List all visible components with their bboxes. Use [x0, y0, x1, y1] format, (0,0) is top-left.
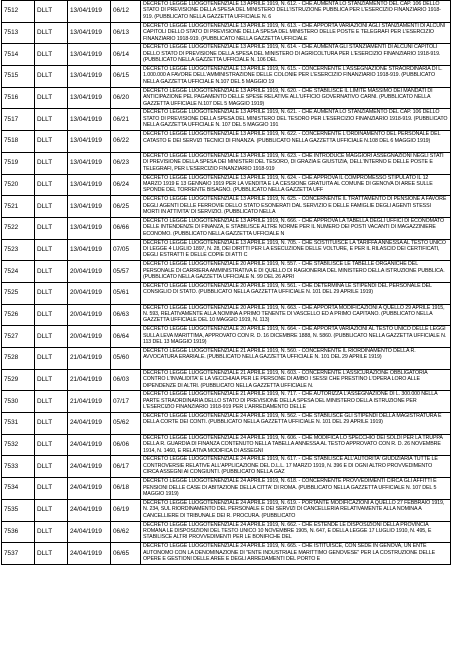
table-row	[2, 44, 451, 66]
act-date: 24/04/1919	[70, 419, 102, 427]
act-description-cell	[141, 87, 451, 109]
table-row	[2, 174, 451, 196]
act-description: DECRETO LEGGE LUOGOTENENZIALE 24 APRILE 1919, N. 562. - CHE STABILISCE GLI STIPENDI DELLA MAGISTRATURA E DELLA CORTE DEI CONTI. (PUBBLICATO NELLA GAZZETTA UFFICIALE N. 101 DEL 29 APRILE 1919)	[143, 413, 442, 426]
act-code-cell	[111, 109, 141, 131]
act-type-cell	[35, 131, 68, 153]
table-row	[2, 521, 451, 543]
record-number: 7532	[4, 441, 19, 449]
act-type-cell	[35, 239, 68, 261]
act-type-cell	[35, 326, 68, 348]
act-code: 06/13	[113, 29, 129, 37]
act-type: DLLT	[37, 7, 53, 15]
act-type: DLLT	[37, 50, 53, 58]
act-type: DLLT	[37, 137, 53, 145]
act-description: DECRETO LEGGE LUOGOTENENZIALE 13 APRILE 1919, N. 612. - CHE AUMENTA LO STANZIAMENTO DEL CAP. 106 DELLO STATO DI PREVISIONE DELLA SPESA DEL MINISTERO DELL'ISTRUZIONE PUBBLICA PER L'ESERCIZIO FINANZIARIO 1918-919. (PUBBLICATO NELLA GAZZETTA UFFICIALE N. 6	[143, 1, 441, 20]
act-type-cell	[35, 282, 68, 304]
act-code-cell	[111, 152, 141, 174]
act-description: DECRETO LEGGE LUOGOTENENZIALE 20 APRILE 1919, N. 663. - CHE APPORTA MODIFICAZIONI A QUELLO 29 APRILE 1915, N. 593, RELATIVAMENTE ALLA NOMINA A PRIMO TENENTE DI VASCELLO ED A PRIMO CAPITANO. (PUBBLICATO NELLA GAZZETTA UFFICIALE DEL 10 MAGGIO 1919, N. 113)	[143, 304, 445, 324]
act-code: 06/17	[113, 462, 129, 470]
act-type: DLLT	[37, 441, 53, 449]
table-row	[2, 217, 451, 239]
record-number-cell	[2, 174, 35, 196]
act-date: 24/04/1919	[70, 506, 102, 514]
act-code-cell	[111, 217, 141, 239]
act-type: DLLT	[37, 267, 53, 275]
decree-register-table	[1, 0, 451, 565]
act-code-cell	[111, 499, 141, 521]
table-row	[2, 348, 451, 370]
act-code: 06/20	[113, 94, 129, 102]
act-code-cell	[111, 456, 141, 478]
record-number-cell	[2, 282, 35, 304]
act-description-cell	[141, 239, 451, 261]
act-date-cell	[68, 543, 111, 565]
act-date-cell	[68, 22, 111, 44]
record-number: 7535	[4, 506, 19, 514]
act-description-cell	[141, 44, 451, 66]
act-date-cell	[68, 174, 111, 196]
act-code: 06/14	[113, 50, 129, 58]
act-date-cell	[68, 109, 111, 131]
record-number: 7531	[4, 419, 19, 427]
act-description: DECRETO LEGGE LUOGOTENENZIALE 13 APRILE 1919, N. 622. - CONCERNENTE L'ORDINAMENTO DEL PERSONALE DEL CATASTO E DEI SERVIZI TECNICI DI FINANZA. (PUBBLICATO NELLA GAZZETTA UFFICIALE N.108 DEL 6 MAGGIO 1919)	[143, 131, 441, 144]
record-number: 7526	[4, 310, 19, 318]
act-type-cell	[35, 44, 68, 66]
record-number-cell	[2, 87, 35, 109]
act-date-cell	[68, 521, 111, 543]
act-date: 13/04/1919	[70, 72, 102, 80]
act-code-cell	[111, 413, 141, 435]
act-code-cell	[111, 478, 141, 500]
act-date-cell	[68, 87, 111, 109]
act-description-cell	[141, 109, 451, 131]
act-date: 20/04/1919	[70, 310, 102, 318]
act-date: 21/04/1919	[70, 376, 102, 384]
act-type-cell	[35, 87, 68, 109]
act-type: DLLT	[37, 397, 53, 405]
act-date-cell	[68, 369, 111, 391]
act-description-cell	[141, 174, 451, 196]
act-type-cell	[35, 413, 68, 435]
act-date-cell	[68, 391, 111, 413]
record-number: 7518	[4, 137, 19, 145]
act-date-cell	[68, 1, 111, 23]
record-number: 7528	[4, 354, 19, 362]
act-description: DECRETO LEGGE LUOGOTENENZIALE 13 APRILE 1919, N. 624. - CHE APPROVA IL COMPROMESSO STIPULATO IL 12 MARZO 1919 E 13 GENNAIO 1919 PER LA VENDITA E LA CESSIONE GRATUITA AL COMUNE DI GENOVA DI AREE SULLE SPONDE DEL TORRENTE BISAGNO. (PUBBLICATO NELLA GAZZETTA UFF	[143, 174, 433, 194]
record-number: 7520	[4, 180, 19, 188]
act-type: DLLT	[37, 527, 53, 535]
act-type: DLLT	[37, 224, 53, 232]
table-row	[2, 22, 451, 44]
act-type-cell	[35, 174, 68, 196]
record-number-cell	[2, 131, 35, 153]
act-description-cell	[141, 22, 451, 44]
act-type: DLLT	[37, 115, 53, 123]
act-description: DECRETO LEGGE LUOGOTENENZIALE 24 APRILE 1919, N. 606. - CHE MODIFICA LO SPECCHIO DEI SOLDI PER LA TRUPPA DELLA R. GUARDIA DI FINANZA CONTENUTO NELLA TABELLA ANNESSA AL TESTO APPROVATO CON R. D. 26 NOVEMBRE 1914, N. 1460, E RELATIVA MODIFICA DI ASSEGNI	[143, 434, 443, 454]
act-description: DECRETO LEGGE LUOGOTENENZIALE 24 APRILE 1919, N. 662. - CHE ESTENDE LE DISPOSIZIONI DELLA PROVINCIA ROMANA LE DISPOSIZIONI DEL TESTO UNICO 10 NOVEMBRE 1905, N. 647, E DELLA LEGGE 17 LUGLIO 1910, N. 495, E STABILISCE ALTRI PROVVEDIMENTI PER LE BONIFICHE DEL	[143, 521, 432, 541]
act-code: 06/62	[113, 527, 129, 535]
record-number: 7513	[4, 29, 19, 37]
act-date: 21/04/1919	[70, 397, 102, 405]
act-code-cell	[111, 434, 141, 456]
table-row	[2, 326, 451, 348]
act-description-cell	[141, 521, 451, 543]
record-number: 7530	[4, 397, 19, 405]
table-row	[2, 152, 451, 174]
record-number-cell	[2, 152, 35, 174]
act-code: 06/03	[113, 376, 129, 384]
act-description-cell	[141, 391, 451, 413]
table-row	[2, 109, 451, 131]
act-type-cell	[35, 521, 68, 543]
record-number: 7515	[4, 72, 19, 80]
act-code: 06/15	[113, 72, 129, 80]
act-date: 21/04/1919	[70, 354, 102, 362]
act-code-cell	[111, 521, 141, 543]
act-type: DLLT	[37, 376, 53, 384]
table-row	[2, 456, 451, 478]
act-code-cell	[111, 391, 141, 413]
table-row	[2, 282, 451, 304]
record-number: 7533	[4, 462, 19, 470]
act-date: 13/04/1919	[70, 50, 102, 58]
act-date: 13/04/1919	[70, 137, 102, 145]
act-date-cell	[68, 478, 111, 500]
record-number: 7522	[4, 224, 19, 232]
act-type: DLLT	[37, 354, 53, 362]
act-date: 24/04/1919	[70, 441, 102, 449]
act-type-cell	[35, 434, 68, 456]
act-date-cell	[68, 434, 111, 456]
act-description-cell	[141, 261, 451, 283]
act-type: DLLT	[37, 29, 53, 37]
act-date: 24/04/1919	[70, 484, 102, 492]
act-code: 06/24	[113, 180, 129, 188]
act-type-cell	[35, 1, 68, 23]
act-description: DECRETO LEGGE LUOGOTENENZIALE 21 APRILE 1919, N. 560. - CONCERNENTE IL RIORDINAMENTO DELLA R. AVVOCATURA ERARIALE. (PUBBLICATO NELLA GAZZETTA UFFICIALE N. 101 DEL 29 APRILE 1919)	[143, 348, 416, 361]
record-number-cell	[2, 434, 35, 456]
act-type-cell	[35, 369, 68, 391]
record-number-cell	[2, 326, 35, 348]
act-description: DECRETO LEGGE LUOGOTENENZIALE 13 APRILE 1919, N. 625. - CONCERNENTE IL TRATTAMENTO DI PENSIONE A FAVORE DEGLI AGENTI DELLE FERROVIE DELLO STATO ESONERATI DAL SERVIZIO E DELLE FAMIGLIE DEGLI AGENTI STESSI MORTI IN ATTIVITA' DI SERVIZIO. (PUBBLICATO NELLA	[143, 196, 447, 215]
record-number: 7517	[4, 115, 19, 123]
act-type: DLLT	[37, 310, 53, 318]
act-date: 13/04/1919	[70, 180, 102, 188]
act-type: DLLT	[37, 180, 53, 188]
act-description: DECRETO LEGGE LUOGOTENENZIALE 13 APRILE 1919, N. 614. - CHE AUMENTA GLI STANZIAMENTI DI ALCUNI CAPITOLI DELLO STATO DI PREVISIONE DELLA SPESA DEL MINISTERO DI AGRICOLTURA PER L'ESERCIZIO FINANZIARIO 1918-919. (PUBBLICATO NELLA GAZZETTA UFFICIALE N. 106 DEL	[143, 44, 441, 64]
act-description-cell	[141, 478, 451, 500]
record-number: 7534	[4, 484, 19, 492]
act-description: DECRETO LEGGE LUOGOTENENZIALE 13 APRILE 1919, N. 613. - CHE APPORTA VARIAZIONI AGLI STANZIAMENTI DI ALCUNI CAPITOLI DELLO STATO DI PREVISIONE DELLA SPESA DEL MINISTERO DELLE POSTE E TELEGRAFI PER L'ESERCIZIO FINANZIARIO 1918-919. (PUBBLICATO NELLA GAZZETTA UFFICIALE	[143, 22, 446, 42]
act-code: 06/23	[113, 159, 129, 167]
act-date-cell	[68, 413, 111, 435]
record-number-cell	[2, 44, 35, 66]
table-row	[2, 478, 451, 500]
table-row	[2, 413, 451, 435]
act-code: 06/12	[113, 7, 129, 15]
act-type-cell	[35, 109, 68, 131]
act-description-cell	[141, 217, 451, 239]
act-description: DECRETO LEGGE LUOGOTENENZIALE 20 APRILE 1919, N. 664. - CHE APPORTA VARIAZIONI AL TESTO UNICO DELLE LEGGI SULLA LEVA MARITTIMA, APPROVATO CON R. D. 16 DICEMBRE 1888, N. 5860. (PUBBLICATO NELLA GAZZETTA UFFICIALE N. 113 DEL 13 MAGGIO 1919)	[143, 326, 447, 346]
act-code: 06/19	[113, 506, 129, 514]
act-description: DECRETO LEGGE LUOGOTENENZIALE 20 APRILE 1919, N. 557. - CHE STABILISCE LE TABELLE ORGANICHE DEL PERSONALE DI CARRIERA AMMINISTRATIVA E DI QUELLO DI RAGIONERIA DEL MINISTERO DELLA ISTRUZIONE PUBBLICA. (PUBBLICATO NELLA GAZZETTA UFFICIALE N. 99 DEL 26 APRI	[143, 261, 445, 281]
act-code-cell	[111, 326, 141, 348]
act-type: DLLT	[37, 484, 53, 492]
act-date: 24/04/1919	[70, 549, 102, 557]
record-number-cell	[2, 304, 35, 326]
act-code: 06/66	[113, 224, 129, 232]
act-description-cell	[141, 326, 451, 348]
act-code-cell	[111, 174, 141, 196]
act-description-cell	[141, 152, 451, 174]
table-row	[2, 543, 451, 565]
record-number: 7525	[4, 289, 19, 297]
act-code-cell	[111, 22, 141, 44]
act-type: DLLT	[37, 245, 53, 253]
act-code-cell	[111, 1, 141, 23]
table-row	[2, 261, 451, 283]
act-date-cell	[68, 456, 111, 478]
act-type-cell	[35, 304, 68, 326]
act-description-cell	[141, 456, 451, 478]
act-description: DECRETO LEGGE LUOGOTENENZIALE 21 APRILE 1919, N. 603. - CONCERNENTE L'ASSICURAZIONE OBBLIGATORIA CONTRO L'INVALIDITA' E LA VECCHIAIA PER LE PERSONE DI AMBO I SESSI CHE PRESTINO L'OPERA LORO ALLE DIPENDENZE DI ALTRI. (PUBBLICATO NELLA GAZZETTA UFFICIALE N.	[143, 369, 428, 389]
record-number-cell	[2, 261, 35, 283]
act-date-cell	[68, 66, 111, 88]
act-code: 07/17	[113, 397, 129, 405]
act-code-cell	[111, 44, 141, 66]
act-description: DECRETO LEGGE LUOGOTENENZIALE 24 APRILE 1919, N. 619. - PORTANTE MODIFICAZIONI A QUELLO 27 FEBBRAIO 1919, N. 234, SUL RIORDINAMENTO DEL PERSONALE E DEI SERVIZI DI CANCELLERIA RELATIVAMENTE ALLA NOMINA A CANCELLIERE DI TRIBUNALE DEI R. PROCURA. (PUBBLICATO	[143, 499, 445, 519]
act-description-cell	[141, 499, 451, 521]
act-code-cell	[111, 369, 141, 391]
act-code: 05/61	[113, 289, 129, 297]
act-description-cell	[141, 304, 451, 326]
act-type-cell	[35, 499, 68, 521]
act-date: 13/04/1919	[70, 159, 102, 167]
act-date: 13/04/1919	[70, 245, 102, 253]
act-date-cell	[68, 152, 111, 174]
act-description: DECRETO LEGGE LUOGOTENENZIALE 24 APRILE 1919, N. 618. - CONCERNENTE PROVVEDIMENTI CIRCA GLI AFFITTI E PENSIONI DELLE CASE DI ABITAZIONE DELLA CITTA' DI ROMA. (PUBBLICATO NELLA GAZZETTA UFFICIALE N. 107 DEL 5 MAGGIO 1919)	[143, 478, 437, 497]
record-number: 7524	[4, 267, 19, 275]
act-date: 20/04/1919	[70, 289, 102, 297]
table-row	[2, 1, 451, 23]
act-type-cell	[35, 217, 68, 239]
act-description-cell	[141, 543, 451, 565]
table-row	[2, 131, 451, 153]
act-description: DECRETO LEGGE LUOGOTENENZIALE 13 APRILE 1919, N. 621. - CHE AUMENTA LO STANZIAMENTO DEL CAP. 106 DELLO STATO DI PREVISIONE DELLA SPESA DEL MINISTERO DEL TESORO PER L'ESERCIZIO FINANZIARIO 1918-919. (PUBBLICATO NELLA GAZZETTA UFFICIALE N. 107 DEL 5 MAGGIO 191	[143, 109, 448, 129]
act-description-cell	[141, 196, 451, 218]
act-code: 06/06	[113, 441, 129, 449]
record-number: 7514	[4, 50, 19, 58]
act-date-cell	[68, 282, 111, 304]
act-description: DECRETO LEGGE LUOGOTENENZIALE 24 APRILE 1919, N. 665. - CHE ISTITUISCE, CON SEDE IN GENOVA, UN ENTE AUTONOMO CON LA DENOMINAZIONE DI "ENTE INDUSTRIALE MARITTIMO GENOVESE" PER LA COSTRUZIONE DELLE OPERE E GESTIONI DELLE AREE E DEGLI ARREDAMENTI DEL PORTO E	[143, 543, 436, 562]
record-number: 7523	[4, 245, 19, 253]
record-number: 7529	[4, 376, 19, 384]
act-date-cell	[68, 196, 111, 218]
act-description-cell	[141, 434, 451, 456]
act-code-cell	[111, 543, 141, 565]
record-number: 7521	[4, 202, 19, 210]
act-description: DECRETO LEGGE LUOGOTENENZIALE 13 APRILE 1919, N. 623. - CHE INTRODUCE MAGGIORI ASSEGNAZIONI NEGLI STATI DI PREVISIONE DELLA SPESA DEI MINISTERI DEL TESORO, DI GRAZIA E GIUSTIZIA, DELL'INTERNO E DELLE POSTE E TELEGRAFI, PER L'ESERCIZIO FINANZIARIO 1918-919	[143, 152, 444, 172]
record-number-cell	[2, 22, 35, 44]
record-number: 7516	[4, 94, 19, 102]
act-description-cell	[141, 1, 451, 23]
act-description-cell	[141, 413, 451, 435]
act-code-cell	[111, 66, 141, 88]
act-description: DECRETO LEGGE LUOGOTENENZIALE 24 APRILE 1919, N. 617. - CHE STABILISCE ALL'AUTORITA' GIUDIZIARIA TUTTE LE CONTROVERSIE RELATIVE ALL'APPLICAZIONE DEL D.L.L. 17 MARZO 1919, N. 396 E DI OGNI ALTRO PROVVEDIMENTO CIRCA ASSEGNI AI CONGIUNTI. (PUBBLICATO NELLA GAZ	[143, 456, 438, 476]
act-description-cell	[141, 369, 451, 391]
act-date: 13/04/1919	[70, 7, 102, 15]
act-date: 24/04/1919	[70, 462, 102, 470]
act-date-cell	[68, 326, 111, 348]
record-number-cell	[2, 391, 35, 413]
act-type: DLLT	[37, 72, 53, 80]
act-code-cell	[111, 196, 141, 218]
act-description-cell	[141, 348, 451, 370]
act-description-cell	[141, 131, 451, 153]
act-code-cell	[111, 87, 141, 109]
record-number: 7536	[4, 527, 19, 535]
table-row	[2, 434, 451, 456]
act-type-cell	[35, 348, 68, 370]
act-code: 06/21	[113, 115, 129, 123]
act-code: 06/25	[113, 202, 129, 210]
act-date: 20/04/1919	[70, 267, 102, 275]
act-type: DLLT	[37, 506, 53, 514]
record-number-cell	[2, 456, 35, 478]
act-type-cell	[35, 22, 68, 44]
act-code: 05/60	[113, 354, 129, 362]
act-type-cell	[35, 261, 68, 283]
record-number-cell	[2, 1, 35, 23]
record-number: 7537	[4, 549, 19, 557]
act-code: 05/57	[113, 267, 129, 275]
record-number-cell	[2, 109, 35, 131]
record-number-cell	[2, 499, 35, 521]
act-code-cell	[111, 239, 141, 261]
act-type: DLLT	[37, 332, 53, 340]
act-code: 05/62	[113, 419, 129, 427]
act-date: 13/04/1919	[70, 115, 102, 123]
act-date-cell	[68, 44, 111, 66]
act-date: 13/04/1919	[70, 29, 102, 37]
table-row	[2, 304, 451, 326]
table-row	[2, 391, 451, 413]
act-code-cell	[111, 131, 141, 153]
act-code: 07/05	[113, 245, 129, 253]
act-date-cell	[68, 217, 111, 239]
record-number-cell	[2, 217, 35, 239]
act-code: 06/22	[113, 137, 129, 145]
record-number-cell	[2, 369, 35, 391]
record-number-cell	[2, 543, 35, 565]
record-number: 7527	[4, 332, 19, 340]
act-code-cell	[111, 282, 141, 304]
act-type: DLLT	[37, 202, 53, 210]
table-row	[2, 239, 451, 261]
act-description: DECRETO LEGGE LUOGOTENENZIALE 13 APRILE 1919, N. 620. - CHE STABILISCE IL LIMITE MASSIMO DEI MANDATI DI ANTICIPAZIONE PEL PAGAMENTO DELLE SPESE RELATIVE ALL'UFFICIO GOVERNATIVO CARNI. (PUBBLICATO NELLA GAZZETTA UFFICIALE N.107 DEL 5 MAGGIO 1919)	[143, 87, 433, 107]
table-row	[2, 87, 451, 109]
act-date: 13/04/1919	[70, 224, 102, 232]
act-description: DECRETO LEGGE LUOGOTENENZIALE 13 APRILE 1919, N. 666. - CHE APPROVA LA TABELLA DEGLI UFFICI DI ECONOMATO DELLE INTENDENZE DI FINANZA, E STABILISCE ALTRE NORME PER IL NUMERO DEI POSTI VACANTI DI MAGAZZINIERE ECONOMO. (PUBBLICATO NELLA GAZZETTA UFFICIALE N	[143, 217, 445, 237]
act-type: DLLT	[37, 159, 53, 167]
act-type: DLLT	[37, 289, 53, 297]
act-date-cell	[68, 131, 111, 153]
act-code: 06/63	[113, 310, 129, 318]
act-date-cell	[68, 348, 111, 370]
act-type: DLLT	[37, 94, 53, 102]
decree-register-rows	[2, 1, 451, 565]
act-date-cell	[68, 261, 111, 283]
act-type: DLLT	[37, 549, 53, 557]
act-type-cell	[35, 152, 68, 174]
act-code: 06/65	[113, 549, 129, 557]
act-type-cell	[35, 456, 68, 478]
record-number-cell	[2, 478, 35, 500]
record-number: 7512	[4, 7, 19, 15]
act-description: DECRETO LEGGE LUOGOTENENZIALE 21 APRILE 1919, N. 717. - CHE AUTORIZZA L'ASSEGNAZIONE DI L. 300.000 NELLA PARTE STRAORDINARIA DELLO STATO DI PREVISIONE DELLA SPESA DEL MINISTERO DELLA ISTRUZIONE PER L'ESERCIZIO FINANZIARIO 1918-919 PER L'ARREDAMENTO DELLE	[143, 391, 438, 411]
table-row	[2, 196, 451, 218]
record-number-cell	[2, 348, 35, 370]
table-row	[2, 369, 451, 391]
act-date-cell	[68, 304, 111, 326]
act-type: DLLT	[37, 462, 53, 470]
act-type-cell	[35, 478, 68, 500]
act-date: 13/04/1919	[70, 202, 102, 210]
record-number-cell	[2, 413, 35, 435]
act-description-cell	[141, 66, 451, 88]
act-description: DECRETO LEGGE LUOGOTENENZIALE 20 APRILE 1919, N. 561. - CHE DETERMINA LE STIPENDI DEL PERSONALE DEL CONSIGLIO DI STATO. (PUBBLICATO NELLA GAZZETTA UFFICIALE N. 101 DEL 29 APRILE 1919)	[143, 282, 432, 296]
act-description-cell	[141, 282, 451, 304]
act-type: DLLT	[37, 419, 53, 427]
act-code-cell	[111, 348, 141, 370]
record-number: 7519	[4, 159, 19, 167]
record-number-cell	[2, 239, 35, 261]
act-code-cell	[111, 304, 141, 326]
act-code: 06/18	[113, 484, 129, 492]
act-date: 13/04/1919	[70, 94, 102, 102]
act-description: DECRETO LEGGE LUOGOTENENZIALE 13 APRILE 1919, N. 705. - CHE SOSTITUISCE LA TARIFFA ANNESSA AL TESTO UNICO DI LEGGE 4 LUGLIO 1897, N. 28, DEI DIRITTI PER LA ESECUZIONE DELLE VOLTURE, E PER IL RILASCIO DEI CERTIFICATI, DEGLI ESTRATTI E DELLE COPIE DI ATTI C	[143, 239, 446, 259]
act-type-cell	[35, 543, 68, 565]
table-row	[2, 66, 451, 88]
act-type-cell	[35, 66, 68, 88]
record-number-cell	[2, 521, 35, 543]
record-number-cell	[2, 66, 35, 88]
act-date-cell	[68, 239, 111, 261]
act-date-cell	[68, 499, 111, 521]
table-row	[2, 499, 451, 521]
act-type-cell	[35, 391, 68, 413]
act-description: DECRETO LEGGE LUOGOTENENZIALE 13 APRILE 1919, N. 615. - CONCERNENTE L'ASSEGNAZIONE STRAORDINARIA DI L. 1.000.000 A FAVORE DELL'AMMINISTRAZIONE DELLE COLONIE PER L'ESERCIZIO FINANZIARIO 1918-919. (PUBBLICATO NELLA GAZZETTA UFFICIALE N.107 DEL 5 MAGGIO 19	[143, 66, 443, 85]
act-code-cell	[111, 261, 141, 283]
record-number-cell	[2, 196, 35, 218]
act-code: 06/64	[113, 332, 129, 340]
act-date: 20/04/1919	[70, 332, 102, 340]
act-date: 24/04/1919	[70, 527, 102, 535]
act-type-cell	[35, 196, 68, 218]
